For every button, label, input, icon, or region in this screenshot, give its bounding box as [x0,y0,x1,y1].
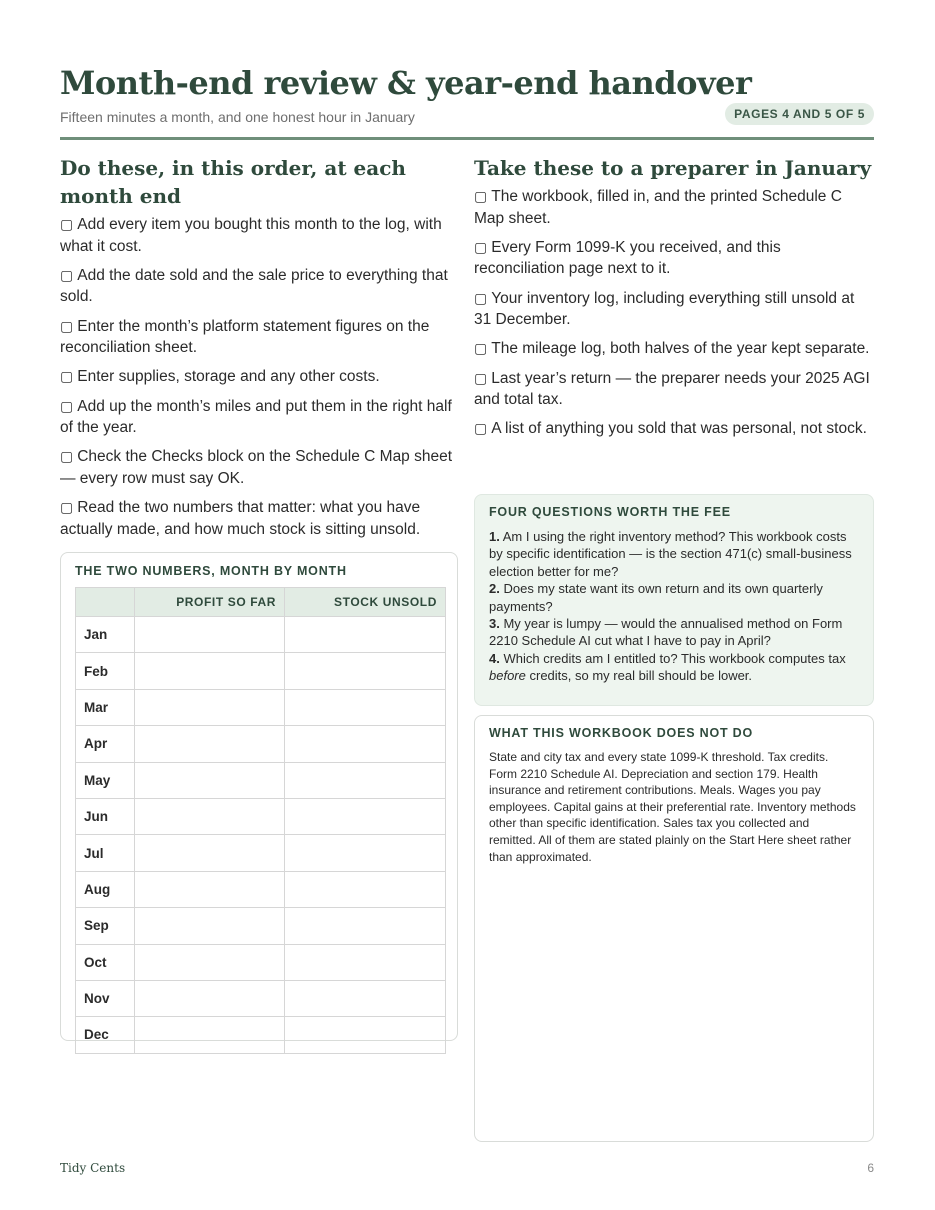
table-header-row [76,588,446,617]
month-end-heading: Do these, in this order, at each month end [60,156,406,208]
question-item [489,580,859,615]
question-text: Does my state want its own return and its own quarterly payments? [489,581,823,614]
stock-cell[interactable] [285,762,446,798]
question-item [489,650,859,685]
table-row [76,726,446,762]
page-subtitle: Fifteen minutes a month, and one honest hour in January [60,109,415,125]
profit-cell[interactable] [135,762,285,798]
checkbox-icon[interactable]: ▢ [60,216,74,232]
limits-label: WHAT THIS WORKBOOK DOES NOT DO [489,726,754,740]
page [60,62,874,1043]
checkbox-icon[interactable]: ▢ [474,289,488,306]
stock-cell[interactable] [285,798,446,834]
checklist-item-text: A list of anything you sold that was personal, not stock. [491,420,867,438]
checklist-item[interactable] [60,396,460,439]
table-row [76,1017,446,1053]
checklist-item-text: Add up the month’s miles and put them in the right half of the year. [60,397,452,437]
checklist-item-text: Last year’s return — the preparer needs your 2025 AGI and total tax. [474,369,870,409]
profit-cell[interactable] [135,617,285,653]
checklist-item[interactable] [60,214,460,257]
checkbox-icon[interactable]: ▢ [60,499,74,516]
month-label: May [76,762,135,798]
profit-cell[interactable] [135,871,285,907]
profit-cell[interactable] [135,980,285,1016]
table-row [76,762,446,798]
checklist-item[interactable] [474,288,874,331]
preparer-heading: Take these to a preparer in January [474,156,872,180]
checklist-item-text: Add the date sold and the sale price to everything that sold. [60,266,448,306]
table-row [76,908,446,944]
month-end-section [60,154,460,548]
pages-badge: PAGES 4 AND 5 OF 5 [725,103,874,125]
question-text: My year is lumpy — would the annualised method on Form 2210 Schedule AI cut what I have to pay in April? [489,616,843,649]
checklist-item[interactable] [474,368,874,411]
question-number: 2. [489,581,500,597]
checkbox-icon[interactable]: ▢ [60,448,74,465]
month-label: Apr [76,726,135,762]
checklist-item[interactable] [60,497,460,540]
month-label: Jun [76,798,135,834]
two-numbers-label: THE TWO NUMBERS, MONTH BY MONTH [75,564,347,578]
checkbox-icon[interactable]: ▢ [474,420,488,437]
question-emphasis: before [489,668,526,684]
checklist-item-text: Read the two numbers that matter: what you have actually made, and how much stock is sitting unsold. [60,499,421,538]
checkbox-icon[interactable]: ▢ [60,266,74,283]
month-label: Jul [76,835,135,871]
column-header-profit: PROFIT SO FAR [135,588,285,617]
page-title: Month-end review & year-end handover [60,64,752,102]
questions-list [489,528,859,685]
questions-label: FOUR QUESTIONS WORTH THE FEE [489,505,731,519]
profit-cell[interactable] [135,726,285,762]
checklist-item-text: Your inventory log, including everything still unsold at 31 December. [474,289,855,329]
checklist-item-text: The mileage log, both halves of the year kept separate. [491,340,870,358]
stock-cell[interactable] [285,871,446,907]
question-item [489,615,859,650]
profit-cell[interactable] [135,689,285,725]
profit-cell[interactable] [135,944,285,980]
checkbox-icon[interactable]: ▢ [474,369,488,386]
table-row [76,835,446,871]
two-numbers-panel [60,552,458,1041]
stock-cell[interactable] [285,1017,446,1053]
checkbox-icon[interactable]: ▢ [474,238,488,255]
stock-cell[interactable] [285,835,446,871]
table-row [76,980,446,1016]
month-label: Sep [76,908,135,944]
preparer-section [474,154,874,448]
checklist-item[interactable] [474,237,874,280]
checklist-item-text: Every Form 1099-K you received, and this reconciliation page next to it. [474,238,781,278]
checkbox-icon[interactable]: ▢ [474,340,488,357]
page-number: 6 [867,1161,874,1175]
profit-cell[interactable] [135,653,285,689]
question-text: Which credits am I entitled to? This workbook computes tax [503,650,846,666]
stock-cell[interactable] [285,726,446,762]
month-end-checklist [60,214,460,540]
month-label: Nov [76,980,135,1016]
checklist-item-text: Enter supplies, storage and any other costs. [77,368,380,386]
stock-cell[interactable] [285,944,446,980]
table-row [76,617,446,653]
table-row [76,944,446,980]
table-row [76,798,446,834]
question-number: 3. [489,616,500,632]
limits-panel [474,715,874,1142]
checklist-item[interactable] [474,418,874,440]
checklist-item-text: Check the Checks block on the Schedule C Map sheet — every row must say OK. [60,448,453,487]
preparer-checklist [474,186,874,440]
checkbox-icon[interactable]: ▢ [60,317,74,334]
checklist-item-text: Add every item you bought this month to the log, with what it cost. [60,216,442,255]
checklist-item[interactable] [474,338,874,360]
profit-cell[interactable] [135,1017,285,1053]
question-number: 4. [489,650,500,666]
table-row [76,653,446,689]
month-label: Dec [76,1017,135,1053]
profit-cell[interactable] [135,835,285,871]
checklist-item[interactable] [60,265,460,308]
checklist-item-text: Enter the month’s platform statement figures on the reconciliation sheet. [60,317,430,357]
stock-cell[interactable] [285,653,446,689]
month-label: Feb [76,653,135,689]
month-label: Aug [76,871,135,907]
column-header-month [76,588,135,617]
question-text: Am I using the right inventory method? This workbook costs by specific identification — is the section 471(c) small-business election better for me? [489,529,852,579]
stock-cell[interactable] [285,908,446,944]
stock-cell[interactable] [285,617,446,653]
stock-cell[interactable] [285,980,446,1016]
month-label: Oct [76,944,135,980]
profit-cell[interactable] [135,798,285,834]
column-header-stock: STOCK UNSOLD [285,588,446,617]
page-header [60,62,874,140]
question-number: 1. [489,529,500,544]
month-label: Jan [76,617,135,653]
checklist-item[interactable] [60,366,460,388]
table-row [76,871,446,907]
checkbox-icon[interactable]: ▢ [60,397,74,414]
checkbox-icon[interactable]: ▢ [60,368,74,385]
question-item [489,528,859,580]
month-table [75,587,446,1054]
footer-brand: Tidy Cents [60,1161,126,1175]
table-row [76,689,446,725]
question-text-end: credits, so my real bill should be lower. [525,668,753,684]
checklist-item[interactable] [60,316,460,359]
stock-cell[interactable] [285,689,446,725]
checklist-item[interactable] [474,186,874,229]
checklist-item[interactable] [60,446,460,489]
profit-cell[interactable] [135,908,285,944]
questions-panel [474,494,874,706]
month-label: Mar [76,689,135,725]
checkbox-icon[interactable]: ▢ [474,188,488,204]
checklist-item-text: The workbook, filled in, and the printed Schedule C Map sheet. [474,188,842,227]
limits-text: State and city tax and every state 1099-K threshold. Tax credits. Form 2210 Schedule AI. Depreciation and section 179. Health insurance and retirement contributions. Meals. Wages you pay employees. Capital gains at their preferential rate. Inventory methods other than specific identification. Sales tax you collected and remitted. All of them are stated plainly on the Start Here sheet rather than approximated. [489,750,856,864]
